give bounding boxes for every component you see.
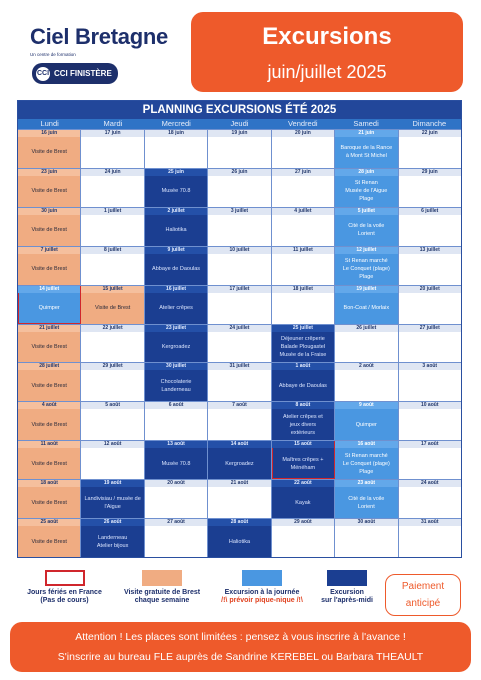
legend-free-visit xyxy=(112,570,212,605)
calendar-cell xyxy=(335,519,398,557)
day-header-sunday: Dimanche xyxy=(412,119,447,128)
cell-activity: Haliotika xyxy=(165,227,187,234)
day-trip-swatch xyxy=(242,570,282,586)
footer-line-2: S'inscrire au bureau FLE auprès de Sandrine KEREBEL ou Barbara THEAULT xyxy=(57,651,424,663)
cell-date: 17 juin xyxy=(81,130,143,137)
free-visit-swatch xyxy=(142,570,182,586)
cell-activity: Baroque de la Rance à Mont St Michel xyxy=(340,145,393,160)
legend-afternoon xyxy=(312,570,382,605)
payment-note: Paiement anticipé xyxy=(385,574,461,616)
cell-activity: Visite de Brest xyxy=(31,149,67,156)
cell-activity: Déjeuner crêperie Balade Plougastel Musée de la Fraise xyxy=(279,335,327,358)
calendar-cell xyxy=(145,169,208,207)
cell-date: 31 juillet xyxy=(208,363,270,370)
cell-activity: Abbaye de Daoulas xyxy=(278,382,327,389)
cell-date: 16 juin xyxy=(18,130,80,137)
cell-activity: Bon-Coat / Morlaix xyxy=(343,305,390,312)
calendar-cell xyxy=(335,480,398,518)
legend-label: Jours fériés en France (Pas de cours) xyxy=(27,589,102,604)
cell-date: 11 juillet xyxy=(272,247,334,254)
cell-activity: Landivisiau / musée de l'Aigue xyxy=(84,495,141,510)
cell-activity: Cité de la voile Lorient xyxy=(348,223,385,238)
calendar-cell xyxy=(208,519,271,557)
cell-activity: Musée 70.8 xyxy=(161,188,191,195)
calendar-cell xyxy=(18,480,81,518)
cell-date: 27 juillet xyxy=(399,325,461,332)
week-row xyxy=(18,362,461,401)
cell-date: 27 juin xyxy=(272,169,334,176)
legend-label: Excursion à la journée xyxy=(224,589,300,596)
cell-activity: Landerneau Atelier bijoux xyxy=(96,534,129,549)
cell-date: 26 juin xyxy=(208,169,270,176)
calendar-cell xyxy=(272,208,335,246)
cell-date: 20 août xyxy=(145,480,207,487)
cell-date: 26 juillet xyxy=(335,325,397,332)
day-header-saturday: Samedi xyxy=(353,119,379,128)
cell-date: 28 juin xyxy=(335,169,397,176)
cell-activity: Chocolaterie Landerneau xyxy=(160,378,192,393)
cell-date: 8 août xyxy=(272,402,334,409)
cell-date: 22 juin xyxy=(399,130,461,137)
calendar-cell xyxy=(335,286,398,324)
cell-date: 21 juillet xyxy=(18,325,80,332)
cell-activity: Abbaye de Daoulas xyxy=(152,266,201,273)
calendar-cell xyxy=(272,363,335,401)
calendar-cell xyxy=(18,402,81,440)
calendar-cell xyxy=(145,130,208,168)
calendar-cell xyxy=(335,325,398,363)
cell-date: 9 août xyxy=(335,402,397,409)
cell-activity: Visite de Brest xyxy=(31,343,67,350)
cell-date: 1 août xyxy=(272,363,334,370)
cell-date: 15 août xyxy=(272,441,334,448)
cell-date: 24 août xyxy=(399,480,461,487)
planning-table xyxy=(17,100,462,558)
cell-date: 4 juillet xyxy=(272,208,334,215)
cell-date: 5 juillet xyxy=(335,208,397,215)
cell-date: 30 juin xyxy=(18,208,80,215)
cell-activity: Kergroadez xyxy=(225,460,254,467)
cell-date: 29 juillet xyxy=(81,363,143,370)
calendar-cell xyxy=(145,363,208,401)
cell-date: 28 juillet xyxy=(18,363,80,370)
cell-activity: Kergroadez xyxy=(161,343,191,350)
cell-activity: Cité de la voile Lorient xyxy=(348,495,385,510)
calendar-cell xyxy=(145,325,208,363)
calendar-cell xyxy=(18,363,81,401)
cell-date: 18 juillet xyxy=(272,286,334,293)
page-subtitle: juin/juillet 2025 xyxy=(267,62,387,82)
cell-date: 6 août xyxy=(145,402,207,409)
calendar-cell xyxy=(208,441,271,479)
cci-logo-icon: CCI xyxy=(36,67,50,81)
calendar-cell xyxy=(272,325,335,363)
cell-activity: Visite de Brest xyxy=(31,538,67,545)
planning-title: PLANNING EXCURSIONS ÉTÉ 2025 xyxy=(18,101,461,119)
calendar-cell xyxy=(335,441,398,479)
cell-activity: Visite de Brest xyxy=(31,382,67,389)
cell-activity: Atelier crêpes et jeux divers extérieurs xyxy=(283,413,323,436)
cell-activity: Visite de Brest xyxy=(31,188,67,195)
calendar-cell xyxy=(81,402,144,440)
calendar-cell xyxy=(81,441,144,479)
cell-date: 2 juillet xyxy=(145,208,207,215)
calendar-cell xyxy=(18,247,81,285)
cell-activity: Maîtres crêpes + Ménéham xyxy=(282,456,324,471)
cell-activity: Visite de Brest xyxy=(31,421,67,428)
cell-date: 31 août xyxy=(399,519,461,526)
cell-date: 12 juillet xyxy=(335,247,397,254)
cci-badge xyxy=(32,63,118,84)
cell-date: 7 août xyxy=(208,402,270,409)
calendar-cell xyxy=(399,208,461,246)
calendar-cell xyxy=(81,480,144,518)
cell-date: 3 août xyxy=(399,363,461,370)
calendar-cell xyxy=(335,130,398,168)
cell-date: 3 juillet xyxy=(208,208,270,215)
calendar-cell xyxy=(335,169,398,207)
cci-badge-text: CCI FINISTÈRE xyxy=(54,69,112,78)
calendar-cell xyxy=(145,480,208,518)
cell-date: 25 août xyxy=(18,519,80,526)
week-row xyxy=(18,168,461,207)
calendar-cell xyxy=(272,130,335,168)
calendar-cell xyxy=(399,363,461,401)
cell-date: 11 août xyxy=(18,441,80,448)
cell-date: 10 août xyxy=(399,402,461,409)
cell-date: 26 août xyxy=(81,519,143,526)
cell-date: 30 juillet xyxy=(145,363,207,370)
cell-date: 19 août xyxy=(81,480,143,487)
cell-date: 6 juillet xyxy=(399,208,461,215)
calendar-cell xyxy=(208,363,271,401)
week-row xyxy=(18,324,461,363)
cell-date: 24 juin xyxy=(81,169,143,176)
calendar-cell xyxy=(335,247,398,285)
cell-date: 20 juillet xyxy=(399,286,461,293)
week-row xyxy=(18,440,461,479)
cell-date: 16 juillet xyxy=(145,286,207,293)
calendar-grid xyxy=(18,129,461,557)
cell-date: 25 juillet xyxy=(272,325,334,332)
cell-date: 22 juillet xyxy=(81,325,143,332)
calendar-cell xyxy=(208,325,271,363)
calendar-cell xyxy=(272,402,335,440)
calendar-cell xyxy=(81,169,144,207)
title-box xyxy=(191,12,463,92)
calendar-cell xyxy=(81,130,144,168)
cell-date: 19 juillet xyxy=(335,286,397,293)
cell-date: 2 août xyxy=(335,363,397,370)
cell-date: 25 juin xyxy=(145,169,207,176)
day-header xyxy=(18,119,461,129)
day-header-thursday: Jeudi xyxy=(230,119,249,128)
calendar-cell xyxy=(18,441,81,479)
cell-date: 23 juin xyxy=(18,169,80,176)
calendar-cell xyxy=(272,247,335,285)
cell-date: 21 juin xyxy=(335,130,397,137)
calendar-cell xyxy=(399,130,461,168)
calendar-cell xyxy=(399,286,461,324)
legend-label: Excursion sur l'après-midi xyxy=(321,589,373,604)
legend-day-trip xyxy=(212,570,312,605)
calendar-cell xyxy=(81,247,144,285)
calendar-cell xyxy=(208,130,271,168)
calendar-cell xyxy=(399,247,461,285)
cell-date: 8 juillet xyxy=(81,247,143,254)
legend-holiday xyxy=(17,570,112,605)
cell-date: 18 juin xyxy=(145,130,207,137)
cell-date: 17 juillet xyxy=(208,286,270,293)
cell-date: 14 juillet xyxy=(18,286,80,293)
footer-banner xyxy=(10,622,471,672)
cell-activity: Haliotika xyxy=(228,538,251,545)
calendar-cell xyxy=(399,480,461,518)
calendar-cell xyxy=(335,402,398,440)
cell-date: 13 août xyxy=(145,441,207,448)
legend-note: /!\ prévoir pique-nique /!\ xyxy=(221,597,303,604)
cell-activity: Visite de Brest xyxy=(94,305,131,312)
legend-label: Visite gratuite de Brest chaque semaine xyxy=(123,589,201,604)
cell-activity: St Renan marché Le Conquet (plage) Plage xyxy=(342,258,390,281)
brand-tagline: Un centre de formation xyxy=(30,52,76,57)
cell-date: 23 juillet xyxy=(145,325,207,332)
week-row xyxy=(18,129,461,168)
calendar-cell xyxy=(145,441,208,479)
cell-activity: Visite de Brest xyxy=(31,266,67,273)
day-header-tuesday: Mardi xyxy=(103,119,123,128)
calendar-cell xyxy=(272,480,335,518)
calendar-cell xyxy=(399,441,461,479)
cell-date: 4 août xyxy=(18,402,80,409)
footer-line-1: Attention ! Les places sont limitées : pensez à vous inscrire à l'avance ! xyxy=(75,631,406,643)
cell-date: 10 juillet xyxy=(208,247,270,254)
calendar-cell xyxy=(208,169,271,207)
calendar-cell xyxy=(145,208,208,246)
calendar-cell xyxy=(81,208,144,246)
page-title: Excursions xyxy=(262,23,392,50)
cell-date: 28 août xyxy=(208,519,270,526)
cell-date: 18 août xyxy=(18,480,80,487)
day-header-wednesday: Mercredi xyxy=(161,119,191,128)
calendar-cell xyxy=(208,208,271,246)
calendar-cell xyxy=(399,169,461,207)
cell-date: 24 juillet xyxy=(208,325,270,332)
cell-activity: Visite de Brest xyxy=(31,227,67,234)
brand-name: Ciel Bretagne xyxy=(30,24,168,49)
cell-date: 13 juillet xyxy=(399,247,461,254)
week-row xyxy=(18,285,461,324)
calendar-cell xyxy=(208,286,271,324)
cell-date: 16 août xyxy=(335,441,397,448)
calendar-cell xyxy=(18,519,81,557)
calendar-cell xyxy=(18,325,81,363)
cell-activity: Kayak xyxy=(295,499,311,506)
calendar-cell xyxy=(81,286,144,324)
day-header-monday: Lundi xyxy=(40,119,59,128)
cell-activity: St Renan Musée de l'Aigue Plage xyxy=(345,180,388,203)
calendar-cell xyxy=(399,325,461,363)
cell-date: 21 août xyxy=(208,480,270,487)
calendar-cell xyxy=(208,247,271,285)
calendar-cell xyxy=(399,519,461,557)
cell-activity: Quimper xyxy=(38,305,60,312)
calendar-cell xyxy=(272,519,335,557)
cell-date: 5 août xyxy=(81,402,143,409)
calendar-cell xyxy=(18,130,81,168)
cell-date: 30 août xyxy=(335,519,397,526)
week-row xyxy=(18,518,461,557)
week-row xyxy=(18,401,461,440)
week-row xyxy=(18,246,461,285)
calendar-cell xyxy=(81,325,144,363)
cell-date: 22 août xyxy=(272,480,334,487)
calendar-cell xyxy=(272,169,335,207)
afternoon-swatch xyxy=(327,570,367,586)
cell-date: 20 juin xyxy=(272,130,334,137)
cell-date: 9 juillet xyxy=(145,247,207,254)
calendar-cell xyxy=(18,208,81,246)
day-header-friday: Vendredi xyxy=(287,119,318,128)
cell-date: 23 août xyxy=(335,480,397,487)
calendar-cell xyxy=(145,519,208,557)
cell-date: 27 août xyxy=(145,519,207,526)
week-row xyxy=(18,207,461,246)
cell-activity: Quimper xyxy=(355,421,377,428)
calendar-cell xyxy=(335,208,398,246)
cell-activity: Visite de Brest xyxy=(31,499,67,506)
calendar-cell xyxy=(145,247,208,285)
calendar-cell xyxy=(81,363,144,401)
cell-date: 7 juillet xyxy=(18,247,80,254)
calendar-cell xyxy=(18,286,81,324)
cell-activity: Atelier crêpes xyxy=(159,305,193,312)
calendar-cell xyxy=(145,402,208,440)
calendar-cell xyxy=(399,402,461,440)
calendar-cell xyxy=(272,441,335,479)
cell-date: 15 juillet xyxy=(81,286,143,293)
week-row xyxy=(18,479,461,518)
cell-date: 29 août xyxy=(272,519,334,526)
calendar-cell xyxy=(145,286,208,324)
calendar-cell xyxy=(81,519,144,557)
cell-activity: Musée 70.8 xyxy=(161,460,191,467)
calendar-cell xyxy=(335,363,398,401)
cell-date: 12 août xyxy=(81,441,143,448)
calendar-cell xyxy=(208,480,271,518)
cell-date: 19 juin xyxy=(208,130,270,137)
calendar-cell xyxy=(18,169,81,207)
cell-date: 14 août xyxy=(208,441,270,448)
cell-date: 1 juillet xyxy=(81,208,143,215)
holiday-swatch xyxy=(45,570,85,586)
cell-date: 29 juin xyxy=(399,169,461,176)
calendar-cell xyxy=(208,402,271,440)
cell-activity: St Renan marché Le Conquet (plage) Plage xyxy=(342,452,390,475)
calendar-cell xyxy=(272,286,335,324)
cell-activity: Visite de Brest xyxy=(31,460,67,467)
cell-date: 17 août xyxy=(399,441,461,448)
